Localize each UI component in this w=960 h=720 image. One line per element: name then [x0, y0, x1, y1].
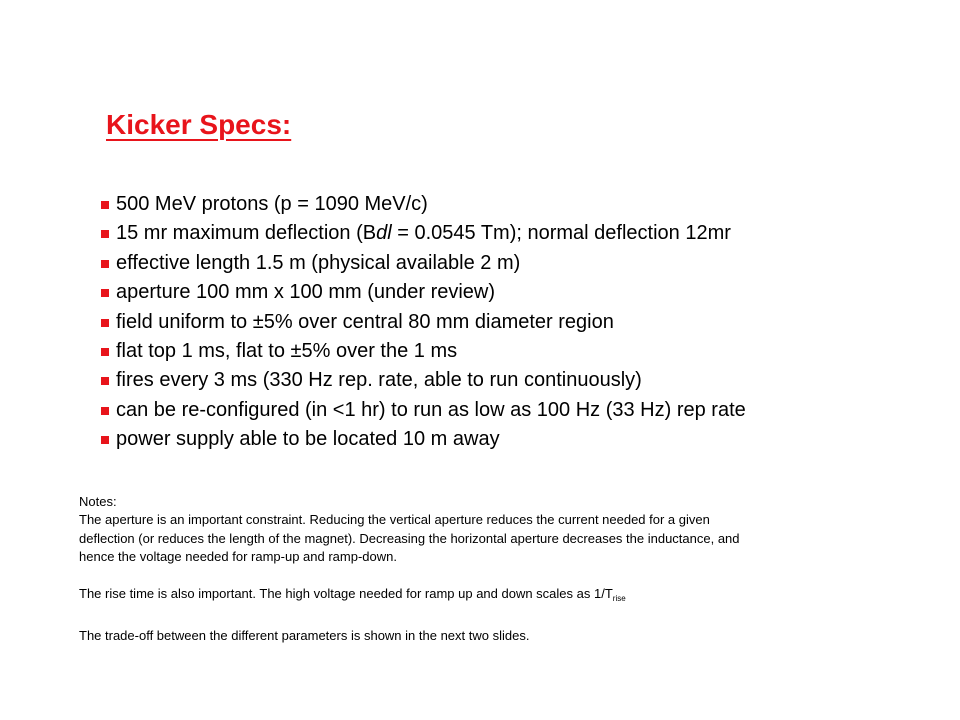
paragraph-spacer — [79, 567, 909, 585]
notes-line — [79, 585, 909, 608]
spec-bullet-item — [100, 219, 746, 248]
square-bullet-icon — [101, 319, 109, 327]
square-bullet-icon — [101, 201, 109, 209]
spec-bullet-item — [100, 366, 746, 395]
square-bullet-icon — [101, 289, 109, 297]
rise-time-text: The rise time is also important. The high voltage needed for ramp up and down scales as 1/T — [79, 586, 613, 602]
spec-bullet-item — [100, 308, 746, 337]
spec-text-prefix: 15 mr maximum deflection (B — [116, 222, 377, 245]
square-bullet-icon — [101, 230, 109, 238]
notes-line: hence the voltage needed for ramp-up and ramp-down. — [79, 549, 397, 565]
notes-block — [79, 493, 909, 645]
square-bullet-icon — [101, 436, 109, 444]
square-bullet-icon — [101, 348, 109, 356]
spec-bullet-list — [100, 190, 746, 455]
spec-bullet-item — [100, 396, 746, 425]
spec-bullet-item — [100, 190, 746, 219]
square-bullet-icon — [101, 377, 109, 385]
spec-text: effective length 1.5 m (physical available 2 m) — [116, 251, 521, 274]
spec-text-italic: dl — [376, 222, 392, 245]
spec-text: fires every 3 ms (330 Hz rep. rate, able to run continuously) — [116, 369, 642, 392]
notes-line: The trade-off between the different parameters is shown in the next two slides. — [79, 627, 530, 643]
spec-text: aperture 100 mm x 100 mm (under review) — [116, 281, 496, 304]
spec-bullet-item — [100, 337, 746, 366]
slide-title: Kicker Specs: — [106, 109, 292, 140]
notes-line: deflection (or reduces the length of the magnet). Decreasing the horizontal aperture decreases the inductance, and — [79, 530, 740, 546]
square-bullet-icon — [101, 407, 109, 415]
spec-bullet-item — [100, 278, 746, 307]
spec-text-suffix: = 0.0545 Tm); normal deflection 12mr — [391, 222, 731, 245]
spec-bullet-item — [100, 249, 746, 278]
rise-subscript: rise — [612, 594, 626, 604]
spec-bullet-item — [100, 425, 746, 454]
spec-text: flat top 1 ms, flat to ±5% over the 1 ms — [116, 339, 458, 362]
notes-heading: Notes: — [79, 494, 117, 509]
paragraph-spacer — [79, 608, 909, 626]
spec-text: power supply able to be located 10 m away — [116, 428, 500, 451]
spec-text: field uniform to ±5% over central 80 mm diameter region — [116, 310, 614, 333]
spec-text: can be re-configured (in <1 hr) to run as low as 100 Hz (33 Hz) rep rate — [116, 398, 746, 421]
notes-line: The aperture is an important constraint. Reducing the vertical aperture reduces the current needed for a given — [79, 512, 710, 528]
spec-text: 500 MeV protons (p = 1090 MeV/c) — [116, 193, 428, 215]
square-bullet-icon — [101, 260, 109, 268]
